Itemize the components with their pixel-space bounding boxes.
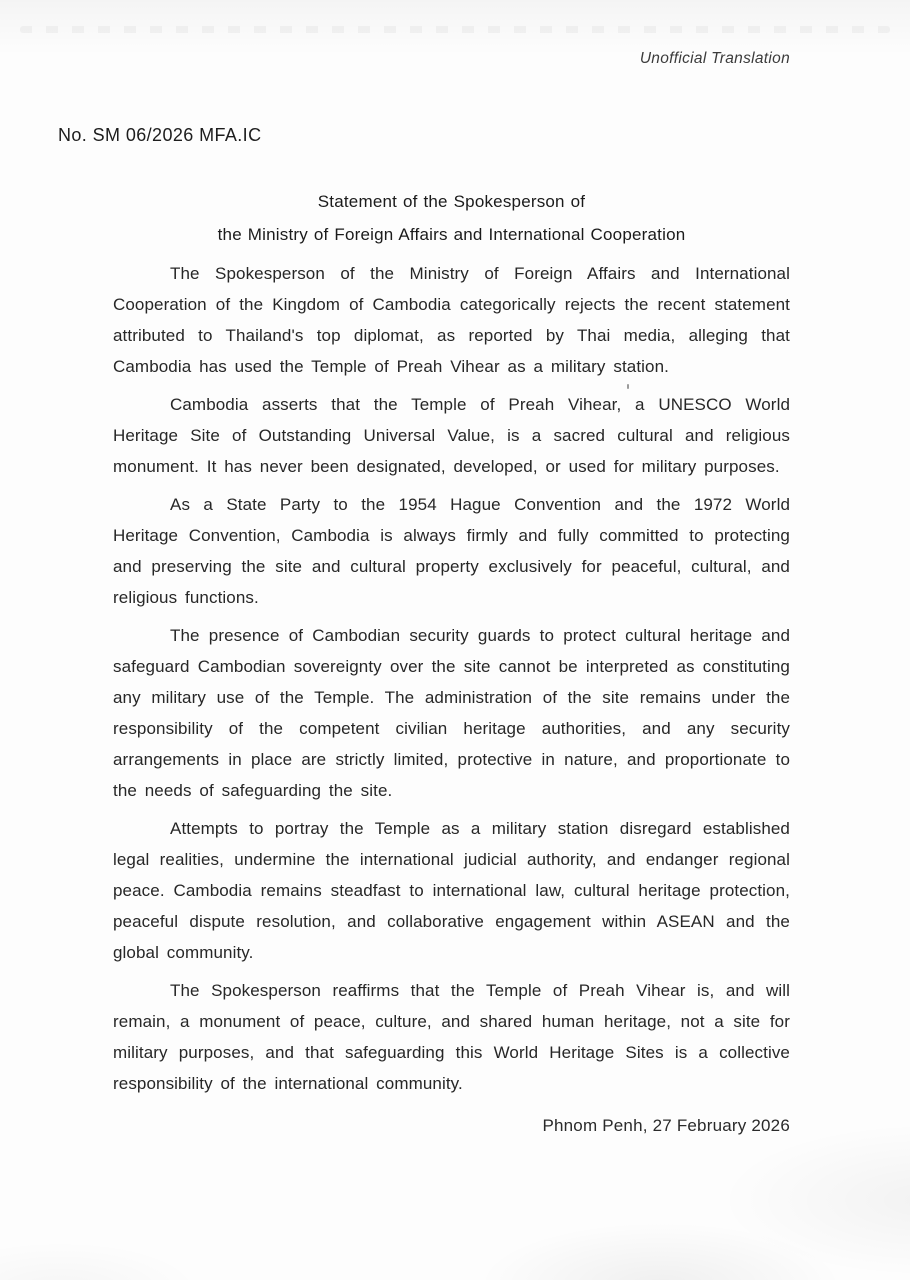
scan-artifact-dot — [627, 384, 629, 389]
document-title — [113, 185, 790, 251]
paragraph-4: The presence of Cambodian security guards to protect cultural heritage and safeguard Cambodian sovereignty over the site cannot be interpreted as constituting any military use of the Temple. The administration of the site remains under the responsibility of the competent civilian heritage authorities, and any security arrangements in place are strictly limited, protective in nature, and proportionate to the needs of safeguarding the site. — [113, 626, 790, 800]
statement-body — [113, 258, 790, 1106]
dateline: Phnom Penh, 27 February 2026 — [542, 1116, 790, 1135]
perforation-mark — [20, 26, 890, 33]
paragraph-2: Cambodia asserts that the Temple of Preah Vihear, a UNESCO World Heritage Site of Outstanding Universal Value, is a sacred cultural and religious monument. It has never been designated, developed, or used for military purposes. — [113, 395, 790, 476]
paragraph-5: Attempts to portray the Temple as a military station disregard established legal realities, undermine the international judicial authority, and endanger regional peace. Cambodia remains steadfast to international law, cultural heritage protection, peaceful dispute resolution, and collaborative engagement within ASEAN and the global community. — [113, 819, 790, 962]
paragraph-3: As a State Party to the 1954 Hague Convention and the 1972 World Heritage Convention, Cambodia is always firmly and fully committed to protecting and preserving the site and cultural property exclusively for peaceful, cultural, and religious functions. — [113, 495, 790, 607]
paragraph-6: The Spokesperson reaffirms that the Temple of Preah Vihear is, and will remain, a monument of peace, culture, and shared human heritage, not a site for military purposes, and that safeguarding this World Heritage Sites is a collective responsibility of the international community. — [113, 981, 790, 1093]
watermark-unofficial-translation: Unofficial Translation — [639, 50, 790, 67]
document-title-line1: Statement of the Spokesperson of — [317, 192, 586, 211]
reference-number: No. SM 06/2026 MFA.IC — [58, 125, 262, 145]
document-title-line2: the Ministry of Foreign Affairs and International Cooperation — [217, 225, 686, 244]
paragraph-1: The Spokesperson of the Ministry of Foreign Affairs and International Cooperation of the Kingdom of Cambodia categorically rejects the recent statement attributed to Thailand's top diplomat, as reported by Thai media, alleging that Cambodia has used the Temple of Preah Vihear as a military station. — [113, 264, 790, 376]
